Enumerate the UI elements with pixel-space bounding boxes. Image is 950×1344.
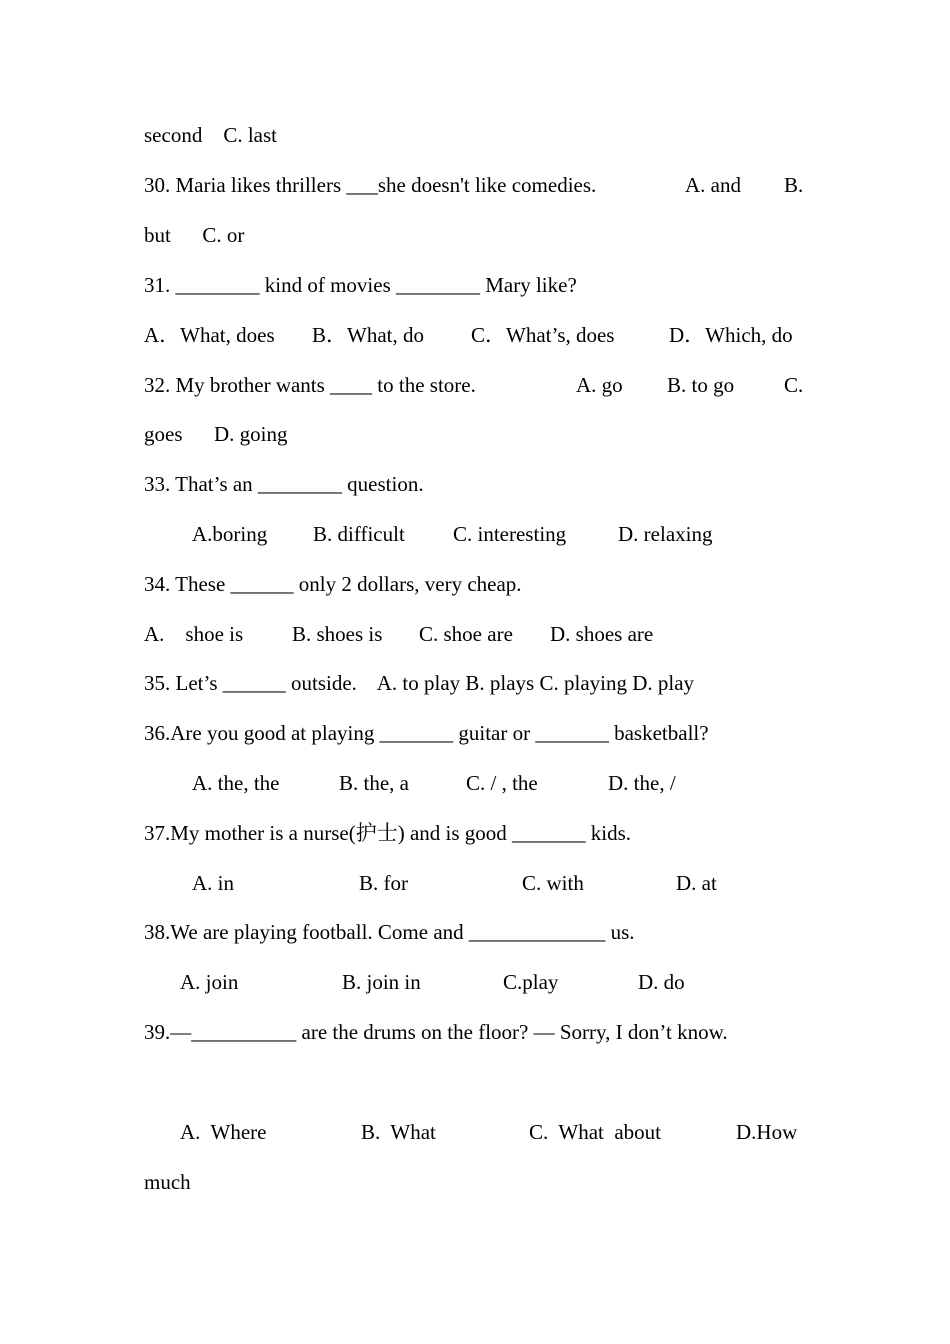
question-36-option-c: C. / , the	[466, 771, 538, 795]
question-31-option-c: C．What’s, does	[471, 323, 615, 347]
question-38-option-d: D. do	[638, 970, 685, 994]
question-38-option-b: B. join in	[342, 970, 421, 994]
question-32-option-b: B. to go	[667, 373, 735, 397]
question-39-option-d-label: D.How	[736, 1120, 798, 1144]
question-32-option-a: A. go	[576, 373, 623, 397]
question-31-option-d: D．Which, do	[669, 323, 793, 347]
continued-options-line: second C. last	[144, 123, 277, 147]
question-37-option-c: C. with	[522, 871, 584, 895]
question-32-text: 32. My brother wants ____ to the store.	[144, 373, 476, 397]
question-33-text: 33. That’s an ________ question.	[144, 472, 424, 496]
question-38-text: 38.We are playing football. Come and _____________ us.	[144, 920, 635, 944]
question-37-option-b: B. for	[359, 871, 408, 895]
question-37-option-d: D. at	[676, 871, 717, 895]
question-31-option-b: B．What, do	[312, 323, 424, 347]
question-32-options-continued: goes D. going	[144, 422, 288, 446]
question-39-text: 39.—__________ are the drums on the floor? — Sorry, I don’t know.	[144, 1020, 728, 1044]
question-32-option-c-label: C.	[784, 373, 804, 397]
question-37-option-a: A. in	[192, 871, 234, 895]
question-30-text: 30. Maria likes thrillers ___she doesn't like comedies.	[144, 173, 597, 197]
question-30-option-b-label: B.	[784, 173, 804, 197]
question-37-text: 37.My mother is a nurse(护士) and is good _______ kids.	[144, 821, 632, 845]
question-33-option-b: B. difficult	[313, 522, 405, 546]
question-34-option-c: C. shoe are	[419, 622, 513, 646]
question-36-option-d: D. the, /	[608, 771, 676, 795]
question-36-text: 36.Are you good at playing _______ guitar or _______ basketball?	[144, 721, 709, 745]
question-39-option-b: B. What	[361, 1120, 436, 1144]
question-31-option-a: A．What, does	[144, 323, 275, 347]
question-39-option-c: C. What about	[529, 1120, 662, 1144]
question-30-options-continued: but C. or	[144, 223, 245, 247]
question-36-option-a: A. the, the	[192, 771, 280, 795]
question-39-option-a: A. Where	[180, 1120, 267, 1144]
question-33-option-a: A.boring	[192, 522, 268, 546]
question-34-option-a: A. shoe is	[144, 622, 244, 646]
question-36-option-b: B. the, a	[339, 771, 409, 795]
question-34-option-d: D. shoes are	[550, 622, 654, 646]
question-35-text: 35. Let’s ______ outside. A. to play B. plays C. playing D. play	[144, 671, 695, 695]
question-31-text: 31. ________ kind of movies ________ Mary like?	[144, 273, 577, 297]
question-33-option-c: C. interesting	[453, 522, 567, 546]
question-33-option-d: D. relaxing	[618, 522, 713, 546]
question-30-option-a: A. and	[685, 173, 741, 197]
question-34-option-b: B. shoes is	[292, 622, 383, 646]
question-38-option-c: C.play	[503, 970, 559, 994]
question-34-text: 34. These ______ only 2 dollars, very cheap.	[144, 572, 522, 596]
question-39-options-continued: much	[144, 1170, 191, 1194]
question-38-option-a: A. join	[180, 970, 239, 994]
